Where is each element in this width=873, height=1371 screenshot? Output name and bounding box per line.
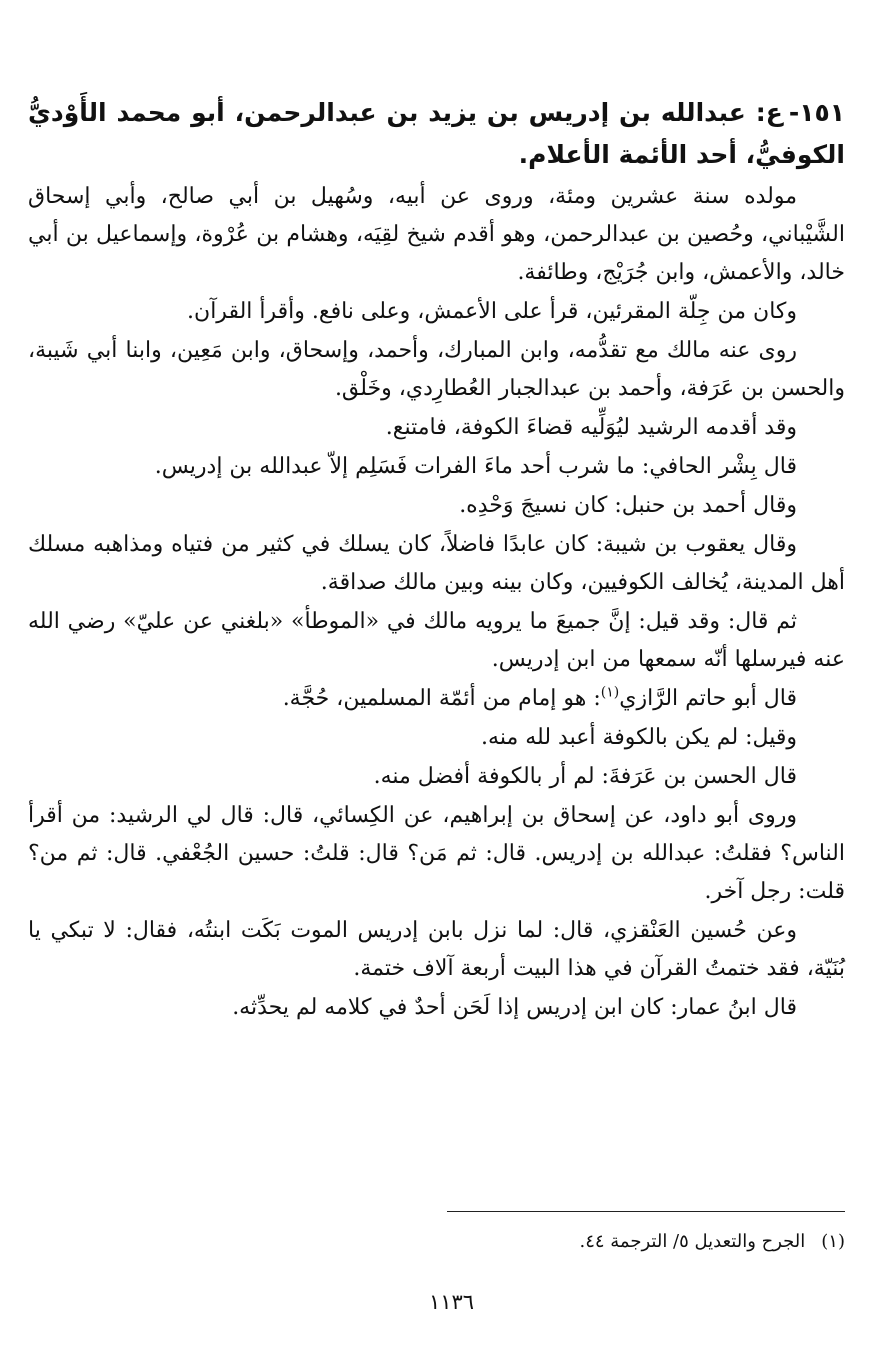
paragraph-muwatta: ثم قال: وقد قيل: إنَّ جميعَ ما يرويه مالك في «الموطأ» «بلغني عن عليّ» رضي الله عنه فيرسلها أنّه سمعها من ابن إدريس. [28, 609, 845, 672]
paragraph-abad: وقيل: لم يكن بالكوفة أعبد لله منه. [481, 725, 797, 750]
paragraph-hasan: قال الحسن بن عَرَفةَ: لم أر بالكوفة أفضل منه. [373, 764, 797, 789]
paragraph-kisai: وروى أبو داود، عن إسحاق بن إبراهيم، عن الكِسائي، قال: قال لي الرشيد: من أقرأ الناس؟ فقلتُ: عبدالله بن إدريس. قال: ثم مَن؟ قال: قلتُ: حسين الجُعْفي. قال: ثم من؟ قلت: رجل آخر. [28, 803, 845, 904]
abu-hatim-name: قال أبو حاتم الرَّازي [619, 686, 797, 711]
paragraph-birth-teachers: مولده سنة عشرين ومئة، وروى عن أبيه، وسُهيل بن أبي صالح، وأبي إسحاق الشَّيْباني، وحُصين بن عبدالرحمن، وهو أقدم شيخ لقِيَه، وهشام بن عُرْوة، وإسماعيل بن أبي خالد، والأعمش، وابن جُرَيْج، وطائفة. [28, 184, 845, 285]
paragraph-yaqub: وقال يعقوب بن شيبة: كان عابدًا فاضلاً، كان يسلك في كثير من فتياه ومذاهبه مسلك أهل المدينة، يُخالف الكوفيين، وكان بينه وبين مالك صداقة. [28, 532, 845, 595]
paragraph-ibn-ammar: قال ابنُ عمار: كان ابن إدريس إذا لَحَن أحدٌ في كلامه لم يحدِّثه. [232, 995, 797, 1020]
paragraph-reciters: وكان من جِلّة المقرئين، قرأ على الأعمش، وعلى نافع. وأقرأ القرآن. [187, 299, 797, 324]
footnote-reference[interactable]: (١) [600, 684, 620, 701]
footnote-text: الجرح والتعديل ٥/ الترجمة ٤٤. [579, 1231, 806, 1252]
paragraph-abu-hatim [28, 680, 845, 718]
paragraph-rashid: وقد أقدمه الرشيد ليُوَلِّيه قضاءَ الكوفة، فامتنع. [385, 415, 797, 440]
footnote-divider [447, 1211, 845, 1212]
entry-heading [28, 92, 845, 176]
footnote [28, 1228, 845, 1256]
entry-title: ع: عبدالله بن إدريس بن يزيد بن عبدالرحمن، أبو محمد الأَوْديُّ الكوفيُّ، أحد الأئمة الأعلام. [28, 98, 845, 169]
paragraph-ahmad: وقال أحمد بن حنبل: كان نسيجَ وَحْدِه. [459, 493, 797, 518]
paragraph-anqazi: وعن حُسين العَنْقزي، قال: لما نزل بابن إدريس الموت بَكَت ابنتُه، فقال: لا تبكي يا بُنَيّة، فقد ختمتُ القرآن في هذا البيت أربعة آلاف ختمة. [28, 918, 845, 981]
abu-hatim-quote: : هو إمام من أئمّة المسلمين، حُجَّة. [282, 686, 601, 711]
entry-number: ١٥١- [788, 98, 845, 127]
paragraph-bishr: قال بِشْر الحافي: ما شرب أحد ماءَ الفرات فَسَلِم إلاّ عبدالله بن إدريس. [154, 454, 797, 479]
paragraph-students: روى عنه مالك مع تقدُّمه، وابن المبارك، وأحمد، وإسحاق، وابن مَعِين، وابنا أبي شَيبة، والحسن بن عَرَفة، وأحمد بن عبدالجبار العُطارِدي، وخَلْق. [28, 338, 845, 401]
page-number: ١١٣٦ [428, 1290, 475, 1314]
footnote-number: (١) [821, 1231, 845, 1252]
page-body [28, 92, 845, 1028]
